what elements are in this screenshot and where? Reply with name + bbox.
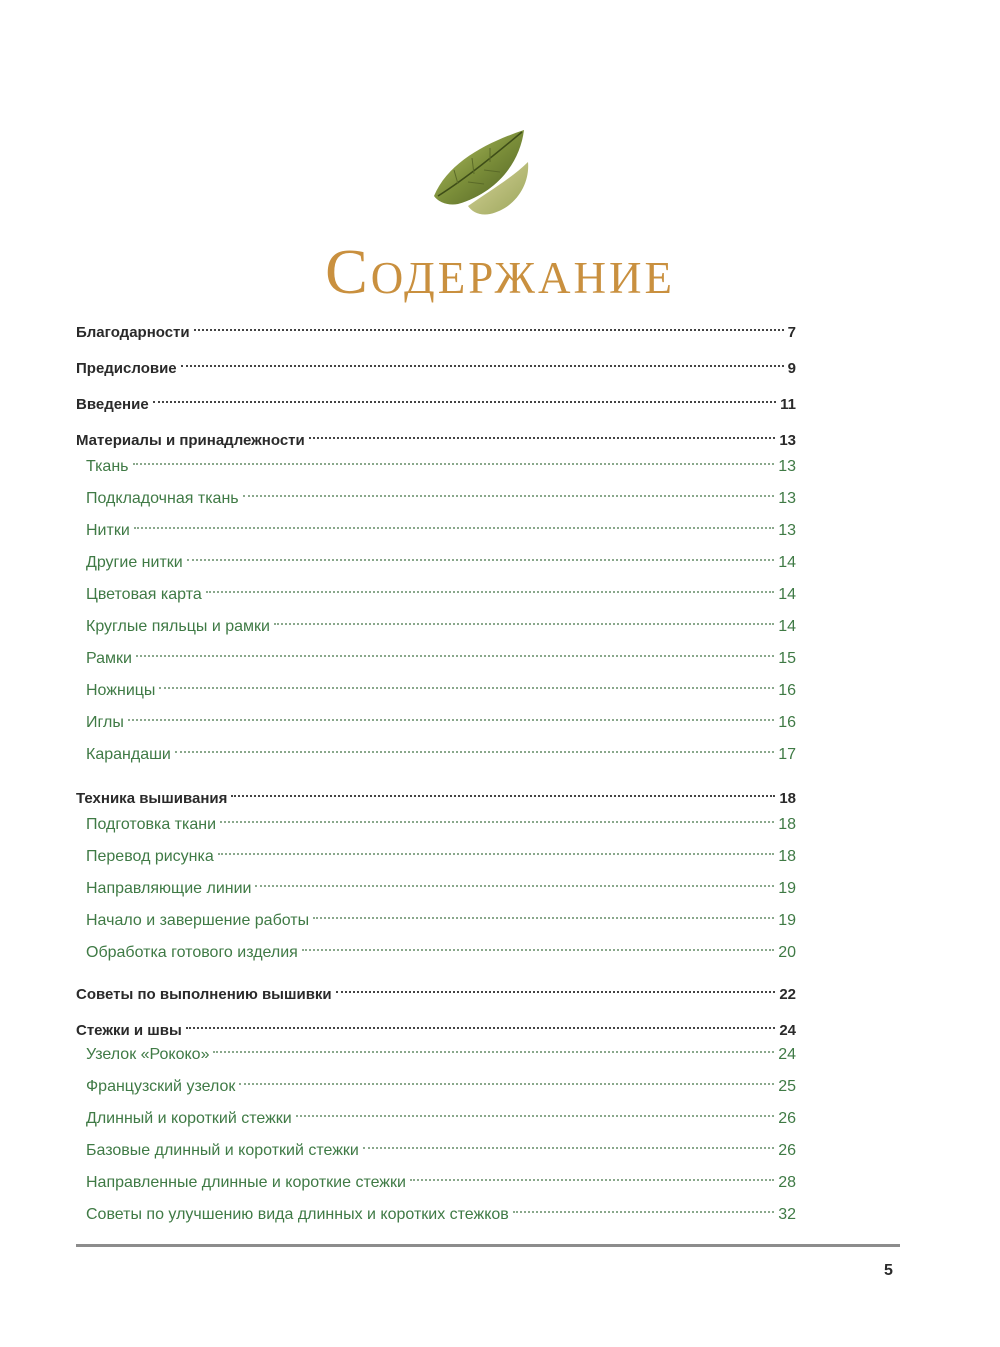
toc-entry[interactable] bbox=[86, 1104, 796, 1134]
toc-entry-label: Иглы bbox=[86, 714, 124, 731]
toc-leader-dots bbox=[159, 687, 774, 689]
toc-entry-page: 11 bbox=[780, 396, 796, 413]
toc-entry-label: Начало и завершение работы bbox=[86, 912, 310, 929]
toc-entry[interactable] bbox=[86, 452, 796, 482]
toc-entry[interactable] bbox=[76, 354, 796, 384]
toc-entry-label: Направленные длинные и короткие стежки bbox=[86, 1174, 406, 1191]
toc-entry[interactable] bbox=[86, 516, 796, 546]
toc-entry-label: Материалы и принадлежности bbox=[76, 432, 305, 449]
toc-leader-dots bbox=[181, 365, 784, 367]
toc-entry-page: 18 bbox=[778, 848, 796, 865]
toc-entry-page: 22 bbox=[779, 986, 796, 1003]
toc-entry[interactable] bbox=[76, 390, 796, 420]
toc-entry-label: Обработка готового изделия bbox=[86, 944, 298, 961]
toc-leader-dots bbox=[136, 655, 774, 657]
toc-leader-dots bbox=[220, 821, 774, 823]
toc-entry-label: Другие нитки bbox=[86, 554, 183, 571]
toc-leader-dots bbox=[175, 751, 774, 753]
toc-entry-page: 19 bbox=[778, 912, 796, 929]
toc-entry-label: Французский узелок bbox=[86, 1078, 236, 1095]
toc-leader-dots bbox=[302, 949, 774, 951]
toc-leader-dots bbox=[231, 795, 775, 797]
toc-entry-label: Перевод рисунка bbox=[86, 848, 214, 865]
toc-entry[interactable] bbox=[86, 580, 796, 610]
toc-leader-dots bbox=[133, 463, 775, 465]
toc-entry-page: 26 bbox=[778, 1110, 796, 1127]
toc-entry-page: 15 bbox=[778, 650, 796, 667]
toc-entry-page: 32 bbox=[778, 1206, 796, 1223]
toc-entry[interactable] bbox=[86, 708, 796, 738]
toc-entry-page: 14 bbox=[778, 554, 796, 571]
toc-entry-page: 13 bbox=[779, 432, 796, 449]
toc-leader-dots bbox=[336, 991, 776, 993]
toc-entry-label: Рамки bbox=[86, 650, 132, 667]
toc-leader-dots bbox=[296, 1115, 774, 1117]
toc-entry[interactable] bbox=[86, 1072, 796, 1102]
toc-entry-page: 7 bbox=[787, 324, 796, 341]
toc-entry[interactable] bbox=[86, 938, 796, 968]
toc-entry[interactable] bbox=[86, 612, 796, 642]
toc-entry-label: Цветовая карта bbox=[86, 586, 202, 603]
toc-leader-dots bbox=[513, 1211, 774, 1213]
toc-entry-label: Подготовка ткани bbox=[86, 816, 217, 833]
toc-entry-page: 17 bbox=[778, 746, 796, 763]
toc-entry-label: Подкладочная ткань bbox=[86, 490, 239, 507]
toc-entry[interactable] bbox=[86, 1040, 796, 1070]
toc-entry-label: Карандаши bbox=[86, 746, 171, 763]
toc-leader-dots bbox=[309, 437, 776, 439]
toc-entry-label: Нитки bbox=[86, 522, 130, 539]
toc-entry[interactable] bbox=[86, 906, 796, 936]
page-number: 5 bbox=[884, 1262, 893, 1279]
toc-entry-label: Советы по выполнению вышивки bbox=[76, 986, 332, 1003]
toc-leader-dots bbox=[206, 591, 774, 593]
toc-entry-page: 26 bbox=[778, 1142, 796, 1159]
toc-leader-dots bbox=[218, 853, 774, 855]
toc-entry-page: 13 bbox=[778, 458, 796, 475]
toc-leader-dots bbox=[239, 1083, 774, 1085]
leaf-icon bbox=[428, 122, 538, 222]
toc-entry-page: 28 bbox=[778, 1174, 796, 1191]
toc-leader-dots bbox=[363, 1147, 774, 1149]
toc-entry-page: 16 bbox=[778, 714, 796, 731]
toc-leader-dots bbox=[134, 527, 774, 529]
toc-entry[interactable] bbox=[76, 980, 796, 1010]
toc-entry[interactable] bbox=[86, 1200, 796, 1230]
toc-entry-label: Круглые пяльцы и рамки bbox=[86, 618, 270, 635]
toc-entry-label: Советы по улучшению вида длинных и коротких стежков bbox=[86, 1206, 509, 1223]
toc-entry[interactable] bbox=[86, 740, 796, 770]
toc-entry-label: Ножницы bbox=[86, 682, 156, 699]
toc-entry-page: 18 bbox=[778, 816, 796, 833]
toc-entry[interactable] bbox=[86, 842, 796, 872]
toc-leader-dots bbox=[186, 1027, 776, 1029]
toc-entry-page: 14 bbox=[778, 586, 796, 603]
footer-rule bbox=[76, 1244, 900, 1247]
page-title: Содержание bbox=[325, 236, 675, 307]
toc-entry[interactable] bbox=[86, 1136, 796, 1166]
toc-leader-dots bbox=[255, 885, 774, 887]
toc-entry[interactable] bbox=[86, 644, 796, 674]
toc-entry[interactable] bbox=[86, 548, 796, 578]
toc-leader-dots bbox=[128, 719, 774, 721]
toc-entry-label: Техника вышивания bbox=[76, 790, 228, 807]
toc-entry-page: 16 bbox=[778, 682, 796, 699]
toc-entry-page: 9 bbox=[787, 360, 796, 377]
toc-entry-page: 24 bbox=[779, 1022, 796, 1039]
toc-leader-dots bbox=[243, 495, 775, 497]
toc-leader-dots bbox=[274, 623, 774, 625]
toc-leader-dots bbox=[187, 559, 774, 561]
toc-entry-page: 18 bbox=[779, 790, 796, 807]
toc-entry[interactable] bbox=[86, 1168, 796, 1198]
toc-entry-label: Узелок «Рококо» bbox=[86, 1046, 210, 1063]
toc-entry[interactable] bbox=[86, 810, 796, 840]
toc-leader-dots bbox=[313, 917, 774, 919]
toc-entry-label: Введение bbox=[76, 396, 149, 413]
toc-entry-page: 20 bbox=[778, 944, 796, 961]
toc-entry-page: 19 bbox=[778, 880, 796, 897]
toc-entry-label: Длинный и короткий стежки bbox=[86, 1110, 292, 1127]
toc-entry[interactable] bbox=[86, 484, 796, 514]
toc-entry[interactable] bbox=[86, 874, 796, 904]
toc-leader-dots bbox=[194, 329, 784, 331]
toc-entry-label: Ткань bbox=[86, 458, 129, 475]
toc-entry-page: 13 bbox=[778, 522, 796, 539]
toc-entry-label: Направляющие линии bbox=[86, 880, 252, 897]
toc-entry-page: 24 bbox=[778, 1046, 796, 1063]
toc-entry-label: Благодарности bbox=[76, 324, 190, 341]
toc-entry-label: Базовые длинный и короткий стежки bbox=[86, 1142, 359, 1159]
toc-leader-dots bbox=[410, 1179, 774, 1181]
toc-entry-page: 13 bbox=[778, 490, 796, 507]
toc-entry-label: Стежки и швы bbox=[76, 1022, 182, 1039]
toc-entry-page: 14 bbox=[778, 618, 796, 635]
toc-entry-page: 25 bbox=[778, 1078, 796, 1095]
toc-entry-label: Предисловие bbox=[76, 360, 177, 377]
toc-leader-dots bbox=[153, 401, 776, 403]
toc-entry[interactable] bbox=[86, 676, 796, 706]
toc-leader-dots bbox=[213, 1051, 774, 1053]
toc-entry[interactable] bbox=[76, 318, 796, 348]
